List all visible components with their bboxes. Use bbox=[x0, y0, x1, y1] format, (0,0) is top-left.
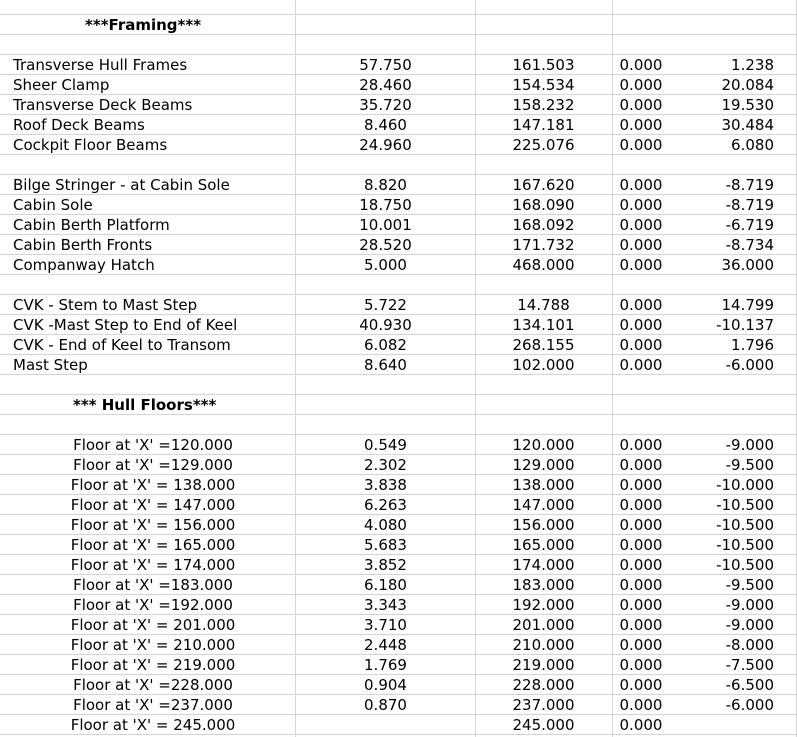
row-label[interactable]: Cabin Berth Fronts bbox=[13, 236, 153, 254]
value-cell-y[interactable]: 0.000 bbox=[619, 236, 663, 254]
value-cell-z[interactable] bbox=[670, 515, 796, 535]
floor-label[interactable]: Floor at 'X' =183.000 bbox=[73, 576, 233, 594]
value-cell-y[interactable]: 0.000 bbox=[619, 596, 663, 614]
value-cell-y[interactable]: 0.000 bbox=[619, 676, 663, 694]
value-cell-x[interactable]: 134.101 bbox=[512, 316, 575, 334]
value-cell-x[interactable]: 138.000 bbox=[512, 476, 575, 494]
value-cell-length[interactable]: 2.448 bbox=[364, 636, 407, 654]
value-cell-z[interactable] bbox=[670, 555, 796, 575]
value-cell-z[interactable] bbox=[670, 575, 796, 595]
value-cell-x[interactable]: 174.000 bbox=[512, 556, 575, 574]
value-cell-y[interactable]: 0.000 bbox=[619, 336, 663, 354]
value-cell-x[interactable]: 129.000 bbox=[512, 456, 575, 474]
framing-header[interactable]: ***Framing*** bbox=[85, 16, 202, 34]
value-cell-length[interactable]: 6.082 bbox=[364, 336, 407, 354]
floor-label[interactable]: Floor at 'X' =237.000 bbox=[73, 696, 233, 714]
row-label[interactable]: Cabin Berth Platform bbox=[13, 216, 170, 234]
row-label[interactable]: CVK -Mast Step to End of Keel bbox=[13, 316, 238, 334]
value-cell-length[interactable]: 5.000 bbox=[364, 256, 407, 274]
value-cell-z[interactable] bbox=[670, 295, 796, 315]
value-cell-z[interactable] bbox=[670, 675, 796, 695]
cell-text: -6.000 bbox=[725, 696, 774, 714]
value-cell-x[interactable]: 120.000 bbox=[512, 436, 575, 454]
value-cell-y[interactable]: 0.000 bbox=[619, 696, 663, 714]
cell-text: -10.500 bbox=[716, 496, 774, 514]
cell-text: 1.796 bbox=[731, 336, 774, 354]
cell-text: -10.500 bbox=[716, 556, 774, 574]
floor-label[interactable]: Floor at 'X' = 138.000 bbox=[70, 476, 236, 494]
value-cell-z[interactable] bbox=[670, 615, 796, 635]
cell-text: -9.500 bbox=[725, 456, 774, 474]
value-cell-x[interactable]: 154.534 bbox=[512, 76, 575, 94]
row-label[interactable]: Transverse Hull Frames bbox=[13, 56, 188, 74]
value-cell-x[interactable]: 102.000 bbox=[512, 356, 575, 374]
value-cell-x[interactable]: 237.000 bbox=[512, 696, 575, 714]
value-cell-z[interactable] bbox=[670, 195, 796, 215]
value-cell-x[interactable]: 192.000 bbox=[512, 596, 575, 614]
row-label[interactable]: CVK - End of Keel to Transom bbox=[13, 336, 231, 354]
value-cell-y[interactable]: 0.000 bbox=[619, 456, 663, 474]
floor-label[interactable]: Floor at 'X' =192.000 bbox=[73, 596, 233, 614]
value-cell-y[interactable]: 0.000 bbox=[619, 516, 663, 534]
value-cell-length[interactable]: 3.838 bbox=[364, 476, 407, 494]
value-cell-length[interactable]: 28.520 bbox=[359, 236, 412, 254]
value-cell-z[interactable] bbox=[670, 715, 796, 735]
value-cell-length[interactable]: 1.769 bbox=[364, 656, 407, 674]
floor-label[interactable]: Floor at 'X' = 219.000 bbox=[70, 656, 236, 674]
row-label[interactable]: Companway Hatch bbox=[13, 256, 155, 274]
value-cell-x[interactable]: 167.620 bbox=[512, 176, 575, 194]
row-label[interactable]: Cockpit Floor Beams bbox=[13, 136, 168, 154]
value-cell-length[interactable]: 8.460 bbox=[364, 116, 407, 134]
cell-text: 1.238 bbox=[731, 56, 774, 74]
value-cell-y[interactable]: 0.000 bbox=[619, 356, 663, 374]
value-cell-z[interactable] bbox=[670, 135, 796, 155]
value-cell-z[interactable] bbox=[670, 215, 796, 235]
value-cell-z[interactable] bbox=[670, 455, 796, 475]
value-cell-length[interactable]: 3.343 bbox=[364, 596, 407, 614]
value-cell-z[interactable] bbox=[670, 255, 796, 275]
cell-text: -10.500 bbox=[716, 536, 774, 554]
floor-label[interactable]: Floor at 'X' =120.000 bbox=[73, 436, 233, 454]
value-cell-x[interactable]: 161.503 bbox=[512, 56, 575, 74]
value-cell-z[interactable] bbox=[670, 595, 796, 615]
floor-label[interactable]: Floor at 'X' = 147.000 bbox=[70, 496, 236, 514]
value-cell-length[interactable]: 3.852 bbox=[364, 556, 407, 574]
value-cell-y[interactable]: 0.000 bbox=[619, 316, 663, 334]
value-cell-x[interactable]: 168.092 bbox=[512, 216, 575, 234]
value-cell-x[interactable]: 171.732 bbox=[512, 236, 575, 254]
value-cell-length[interactable]: 0.549 bbox=[364, 436, 407, 454]
row-label[interactable]: Cabin Sole bbox=[13, 196, 93, 214]
cell-text: -10.000 bbox=[716, 476, 774, 494]
value-cell-y[interactable]: 0.000 bbox=[619, 656, 663, 674]
value-cell-x[interactable]: 210.000 bbox=[512, 636, 575, 654]
value-cell-z[interactable] bbox=[670, 115, 796, 135]
value-cell-z[interactable] bbox=[670, 475, 796, 495]
value-cell-length[interactable]: 0.870 bbox=[364, 696, 407, 714]
value-cell-y[interactable]: 0.000 bbox=[619, 476, 663, 494]
value-cell-y[interactable]: 0.000 bbox=[619, 216, 663, 234]
value-cell-y[interactable]: 0.000 bbox=[619, 116, 663, 134]
cell-text: -9.000 bbox=[725, 616, 774, 634]
row-label[interactable]: Roof Deck Beams bbox=[13, 116, 145, 134]
value-cell-length[interactable] bbox=[296, 715, 475, 735]
value-cell-length[interactable]: 0.904 bbox=[364, 676, 407, 694]
row-label[interactable]: CVK - Stem to Mast Step bbox=[13, 296, 198, 314]
cell-text: -6.719 bbox=[725, 216, 774, 234]
value-cell-x[interactable]: 156.000 bbox=[512, 516, 575, 534]
value-cell-length[interactable]: 4.080 bbox=[364, 516, 407, 534]
value-cell-z[interactable] bbox=[670, 95, 796, 115]
value-cell-z[interactable] bbox=[670, 55, 796, 75]
value-cell-z[interactable] bbox=[670, 635, 796, 655]
value-cell-length[interactable]: 3.710 bbox=[364, 616, 407, 634]
value-cell-length[interactable]: 6.263 bbox=[364, 496, 407, 514]
floor-label[interactable]: Floor at 'X' = 165.000 bbox=[70, 536, 236, 554]
value-cell-length[interactable]: 2.302 bbox=[364, 456, 407, 474]
value-cell-length[interactable]: 28.460 bbox=[359, 76, 412, 94]
cell-text: -8.000 bbox=[725, 636, 774, 654]
cell-text: -9.000 bbox=[725, 596, 774, 614]
cell-text: 19.530 bbox=[721, 96, 774, 114]
row-label[interactable]: Transverse Deck Beams bbox=[13, 96, 193, 114]
value-cell-z[interactable] bbox=[670, 175, 796, 195]
value-cell-length[interactable]: 40.930 bbox=[359, 316, 412, 334]
value-cell-x[interactable]: 183.000 bbox=[512, 576, 575, 594]
row-label[interactable]: Sheer Clamp bbox=[13, 76, 110, 94]
value-cell-z[interactable] bbox=[670, 535, 796, 555]
value-cell-x[interactable]: 268.155 bbox=[512, 336, 575, 354]
cell-text: 6.080 bbox=[731, 136, 774, 154]
value-cell-length[interactable]: 5.722 bbox=[364, 296, 407, 314]
value-cell-z[interactable] bbox=[670, 435, 796, 455]
value-cell-y[interactable]: 0.000 bbox=[619, 56, 663, 74]
value-cell-y[interactable]: 0.000 bbox=[619, 496, 663, 514]
value-cell-length[interactable]: 35.720 bbox=[359, 96, 412, 114]
value-cell-length[interactable]: 8.820 bbox=[364, 176, 407, 194]
value-cell-length[interactable]: 5.683 bbox=[364, 536, 407, 554]
value-cell-y[interactable]: 0.000 bbox=[619, 256, 663, 274]
value-cell-x[interactable]: 158.232 bbox=[512, 96, 575, 114]
value-cell-y[interactable]: 0.000 bbox=[619, 556, 663, 574]
value-cell-y[interactable]: 0.000 bbox=[619, 536, 663, 554]
value-cell-x[interactable]: 225.076 bbox=[512, 136, 575, 154]
floor-label[interactable]: Floor at 'X' = 210.000 bbox=[70, 636, 236, 654]
value-cell-x[interactable]: 14.788 bbox=[517, 296, 570, 314]
cell-text: -8.719 bbox=[725, 196, 774, 214]
value-cell-z[interactable] bbox=[670, 495, 796, 515]
cell-text: -6.500 bbox=[725, 676, 774, 694]
floor-label[interactable]: Floor at 'X' =228.000 bbox=[73, 676, 233, 694]
value-cell-y[interactable]: 0.000 bbox=[619, 176, 663, 194]
floor-label[interactable]: Floor at 'X' = 174.000 bbox=[70, 556, 236, 574]
cell-text: -9.000 bbox=[725, 436, 774, 454]
value-cell-x[interactable]: 468.000 bbox=[512, 256, 575, 274]
value-cell-y[interactable]: 0.000 bbox=[619, 616, 663, 634]
value-cell-y[interactable]: 0.000 bbox=[619, 76, 663, 94]
value-cell-z[interactable] bbox=[670, 335, 796, 355]
cell-text: -10.137 bbox=[716, 316, 774, 334]
floor-label[interactable]: Floor at 'X' = 201.000 bbox=[70, 616, 236, 634]
value-cell-y[interactable]: 0.000 bbox=[619, 96, 663, 114]
value-cell-z[interactable] bbox=[670, 355, 796, 375]
cell-text: -9.500 bbox=[725, 576, 774, 594]
cell-text: 30.484 bbox=[721, 116, 774, 134]
value-cell-z[interactable] bbox=[670, 655, 796, 675]
value-cell-y[interactable]: 0.000 bbox=[619, 296, 663, 314]
value-cell-y[interactable]: 0.000 bbox=[619, 136, 663, 154]
value-cell-x[interactable]: 245.000 bbox=[512, 716, 575, 734]
value-cell-length[interactable]: 8.640 bbox=[364, 356, 407, 374]
cell-text: 20.084 bbox=[721, 76, 774, 94]
cell-text: 14.799 bbox=[721, 296, 774, 314]
row-label[interactable]: Mast Step bbox=[13, 356, 88, 374]
value-cell-length[interactable]: 24.960 bbox=[359, 136, 412, 154]
value-cell-length[interactable]: 10.001 bbox=[359, 216, 412, 234]
value-cell-x[interactable]: 228.000 bbox=[512, 676, 575, 694]
value-cell-length[interactable]: 6.180 bbox=[364, 576, 407, 594]
floor-label[interactable]: Floor at 'X' = 245.000 bbox=[70, 716, 236, 734]
value-cell-x[interactable]: 168.090 bbox=[512, 196, 575, 214]
floor-label[interactable]: Floor at 'X' =129.000 bbox=[73, 456, 233, 474]
value-cell-y[interactable]: 0.000 bbox=[619, 196, 663, 214]
value-cell-z[interactable] bbox=[670, 695, 796, 715]
value-cell-z[interactable] bbox=[670, 235, 796, 255]
cell-text: -8.719 bbox=[725, 176, 774, 194]
value-cell-x[interactable]: 165.000 bbox=[512, 536, 575, 554]
value-cell-x[interactable]: 219.000 bbox=[512, 656, 575, 674]
cell-text: -6.000 bbox=[725, 356, 774, 374]
value-cell-x[interactable]: 147.000 bbox=[512, 496, 575, 514]
value-cell-y[interactable]: 0.000 bbox=[619, 576, 663, 594]
value-cell-length[interactable]: 57.750 bbox=[359, 56, 412, 74]
value-cell-z[interactable] bbox=[670, 75, 796, 95]
cell-text: -7.500 bbox=[725, 656, 774, 674]
value-cell-y[interactable]: 0.000 bbox=[619, 716, 663, 734]
cell-text: 36.000 bbox=[721, 256, 774, 274]
row-label[interactable]: Bilge Stringer - at Cabin Sole bbox=[13, 176, 230, 194]
value-cell-x[interactable]: 147.181 bbox=[512, 116, 575, 134]
value-cell-x[interactable]: 201.000 bbox=[512, 616, 575, 634]
value-cell-length[interactable]: 18.750 bbox=[359, 196, 412, 214]
hull-floors-header[interactable]: *** Hull Floors*** bbox=[73, 396, 217, 414]
floor-label[interactable]: Floor at 'X' = 156.000 bbox=[70, 516, 236, 534]
value-cell-y[interactable]: 0.000 bbox=[619, 636, 663, 654]
value-cell-y[interactable]: 0.000 bbox=[619, 436, 663, 454]
value-cell-z[interactable] bbox=[670, 315, 796, 335]
cell-text: -10.500 bbox=[716, 516, 774, 534]
cell-text: -8.734 bbox=[725, 236, 774, 254]
